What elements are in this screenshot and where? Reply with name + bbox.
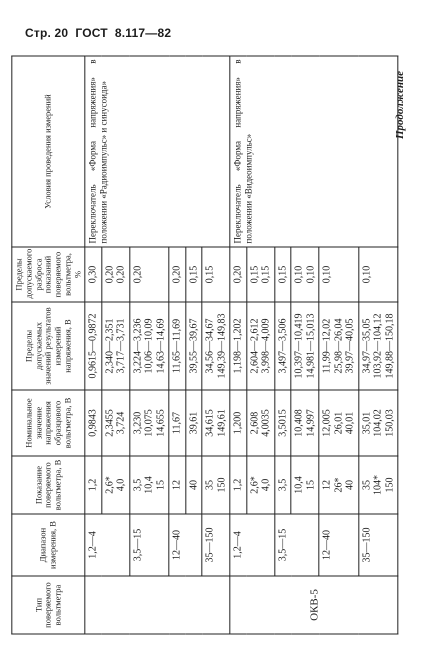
conditions-cell: Переключатель «Форма напряжения» в положении «Радиоимпульс» и синусоида» [85,56,230,247]
range-cell: 3,5—15 [129,514,169,576]
nominal-cell: 1,200 [230,390,247,456]
nominal-cell: 2,3455 3,724 [101,390,129,456]
nominal-cell: 3,5015 [274,390,291,456]
limits-cell: 11,99—12,02 25,98—26,04 39,97—40,05 [319,302,359,390]
page-header: Стр. 20 ГОСТ 8.117—82 [25,26,172,40]
table-header-row [11,56,84,634]
spread-cell: 0,15 0,15 [246,247,274,302]
limits-cell: 2,604—2,612 3,998—4,009 [246,302,274,390]
spread-cell: 0,10 0,10 [291,247,319,302]
nominal-cell: 12,005 26,01 40,01 [319,390,359,456]
reading-cell: 35 150 [202,456,230,514]
limits-cell: 3,497—3,506 [274,302,291,390]
nominal-cell: 0,9843 [85,390,102,456]
reading-cell: 3,5 10,4 15 [129,456,169,514]
range-cell: 12—40 [319,514,359,576]
limits-cell: 0,9615—0,9872 [85,302,102,390]
spread-cell: 0,20 [129,247,169,302]
limits-cell: 10,397—10,419 14,981—15,013 [291,302,319,390]
limits-cell: 2,340—2,351 3,717—3,731 [101,302,129,390]
reading-cell: 2,6* 4,0 [101,456,129,514]
spread-cell: 0,20 [230,247,247,302]
reading-cell: 3,5 [274,456,291,514]
range-cell: 35—150 [202,514,230,576]
header-limits: Пределы допускаемых значений результатов измерений напряжения, В [11,302,84,390]
spread-cell: 0,10 [319,247,359,302]
voltmeter-type-cell [85,576,230,634]
nominal-cell: 3,230 10,075 14,655 [129,390,169,456]
nominal-cell: 2,608 4,0035 [246,390,274,456]
header-range: Диапазон измерения, В [11,514,84,576]
range-cell: 1,2—4 [230,514,275,576]
header-voltmeter-type: Тип поверяемого вольтметра [11,576,84,634]
reading-cell: 2,6* 4,0 [246,456,274,514]
nominal-cell: 11,67 [169,390,186,456]
range-cell: 12—40 [169,514,202,576]
header-reading: Показание поверяемого вольтметра, В [11,456,84,514]
reading-cell: 1,2 [230,456,247,514]
verification-table [11,56,398,635]
continuation-text: Продолжение [394,70,406,140]
reading-cell: 35 104* 150 [358,456,398,514]
spread-cell: 0,15 [185,247,202,302]
range-cell: 3,5—15 [274,514,319,576]
limits-cell: 34,56—34,67 149,39—149,83 [202,302,230,390]
header-nominal: Номинальное значение напряжения образцового вольтметра, В [11,390,84,456]
spread-cell: 0,30 [85,247,102,302]
reading-cell: 40 [185,456,202,514]
table-row [230,56,247,634]
spread-cell: 0,20 [169,247,186,302]
limits-cell: 3,224—3,236 10,06—10,09 14,63—14,69 [129,302,169,390]
table-row [85,56,102,634]
reading-cell: 12 26* 40 [319,456,359,514]
nominal-cell: 34,615 149,61 [202,390,230,456]
nominal-cell: 10,408 14,997 [291,390,319,456]
limits-cell: 11,65—11,69 [169,302,186,390]
spread-cell: 0,10 [358,247,398,302]
nominal-cell: 39,61 [185,390,202,456]
range-cell: 35—150 [358,514,398,576]
limits-cell: 1,198—1,202 [230,302,247,390]
reading-cell: 12 [169,456,186,514]
range-cell: 1,2—4 [85,514,130,576]
conditions-cell: Переключатель «Форма напряжения» в положении «Видеоимпульс» [230,56,398,247]
reading-cell: 1,2 [85,456,102,514]
voltmeter-type-cell: ОКВ-5 [230,576,398,634]
limits-cell: 34,97—35,05 103,92—104,12 149,88—150,18 [358,302,398,390]
reading-cell: 10,4 15 [291,456,319,514]
spread-cell: 0,15 [274,247,291,302]
header-spread: Пределы допускаемого разброса показаний поверяемого вольтметра, % [11,247,84,302]
limits-cell: 39,55—39,67 [185,302,202,390]
spread-cell: 0,15 [202,247,230,302]
table-container [12,56,395,634]
nominal-cell: 35,01 104,02 150,03 [358,390,398,456]
header-conditions: Условия проведения измерений [11,56,84,247]
spread-cell: 0,20 0,20 [101,247,129,302]
